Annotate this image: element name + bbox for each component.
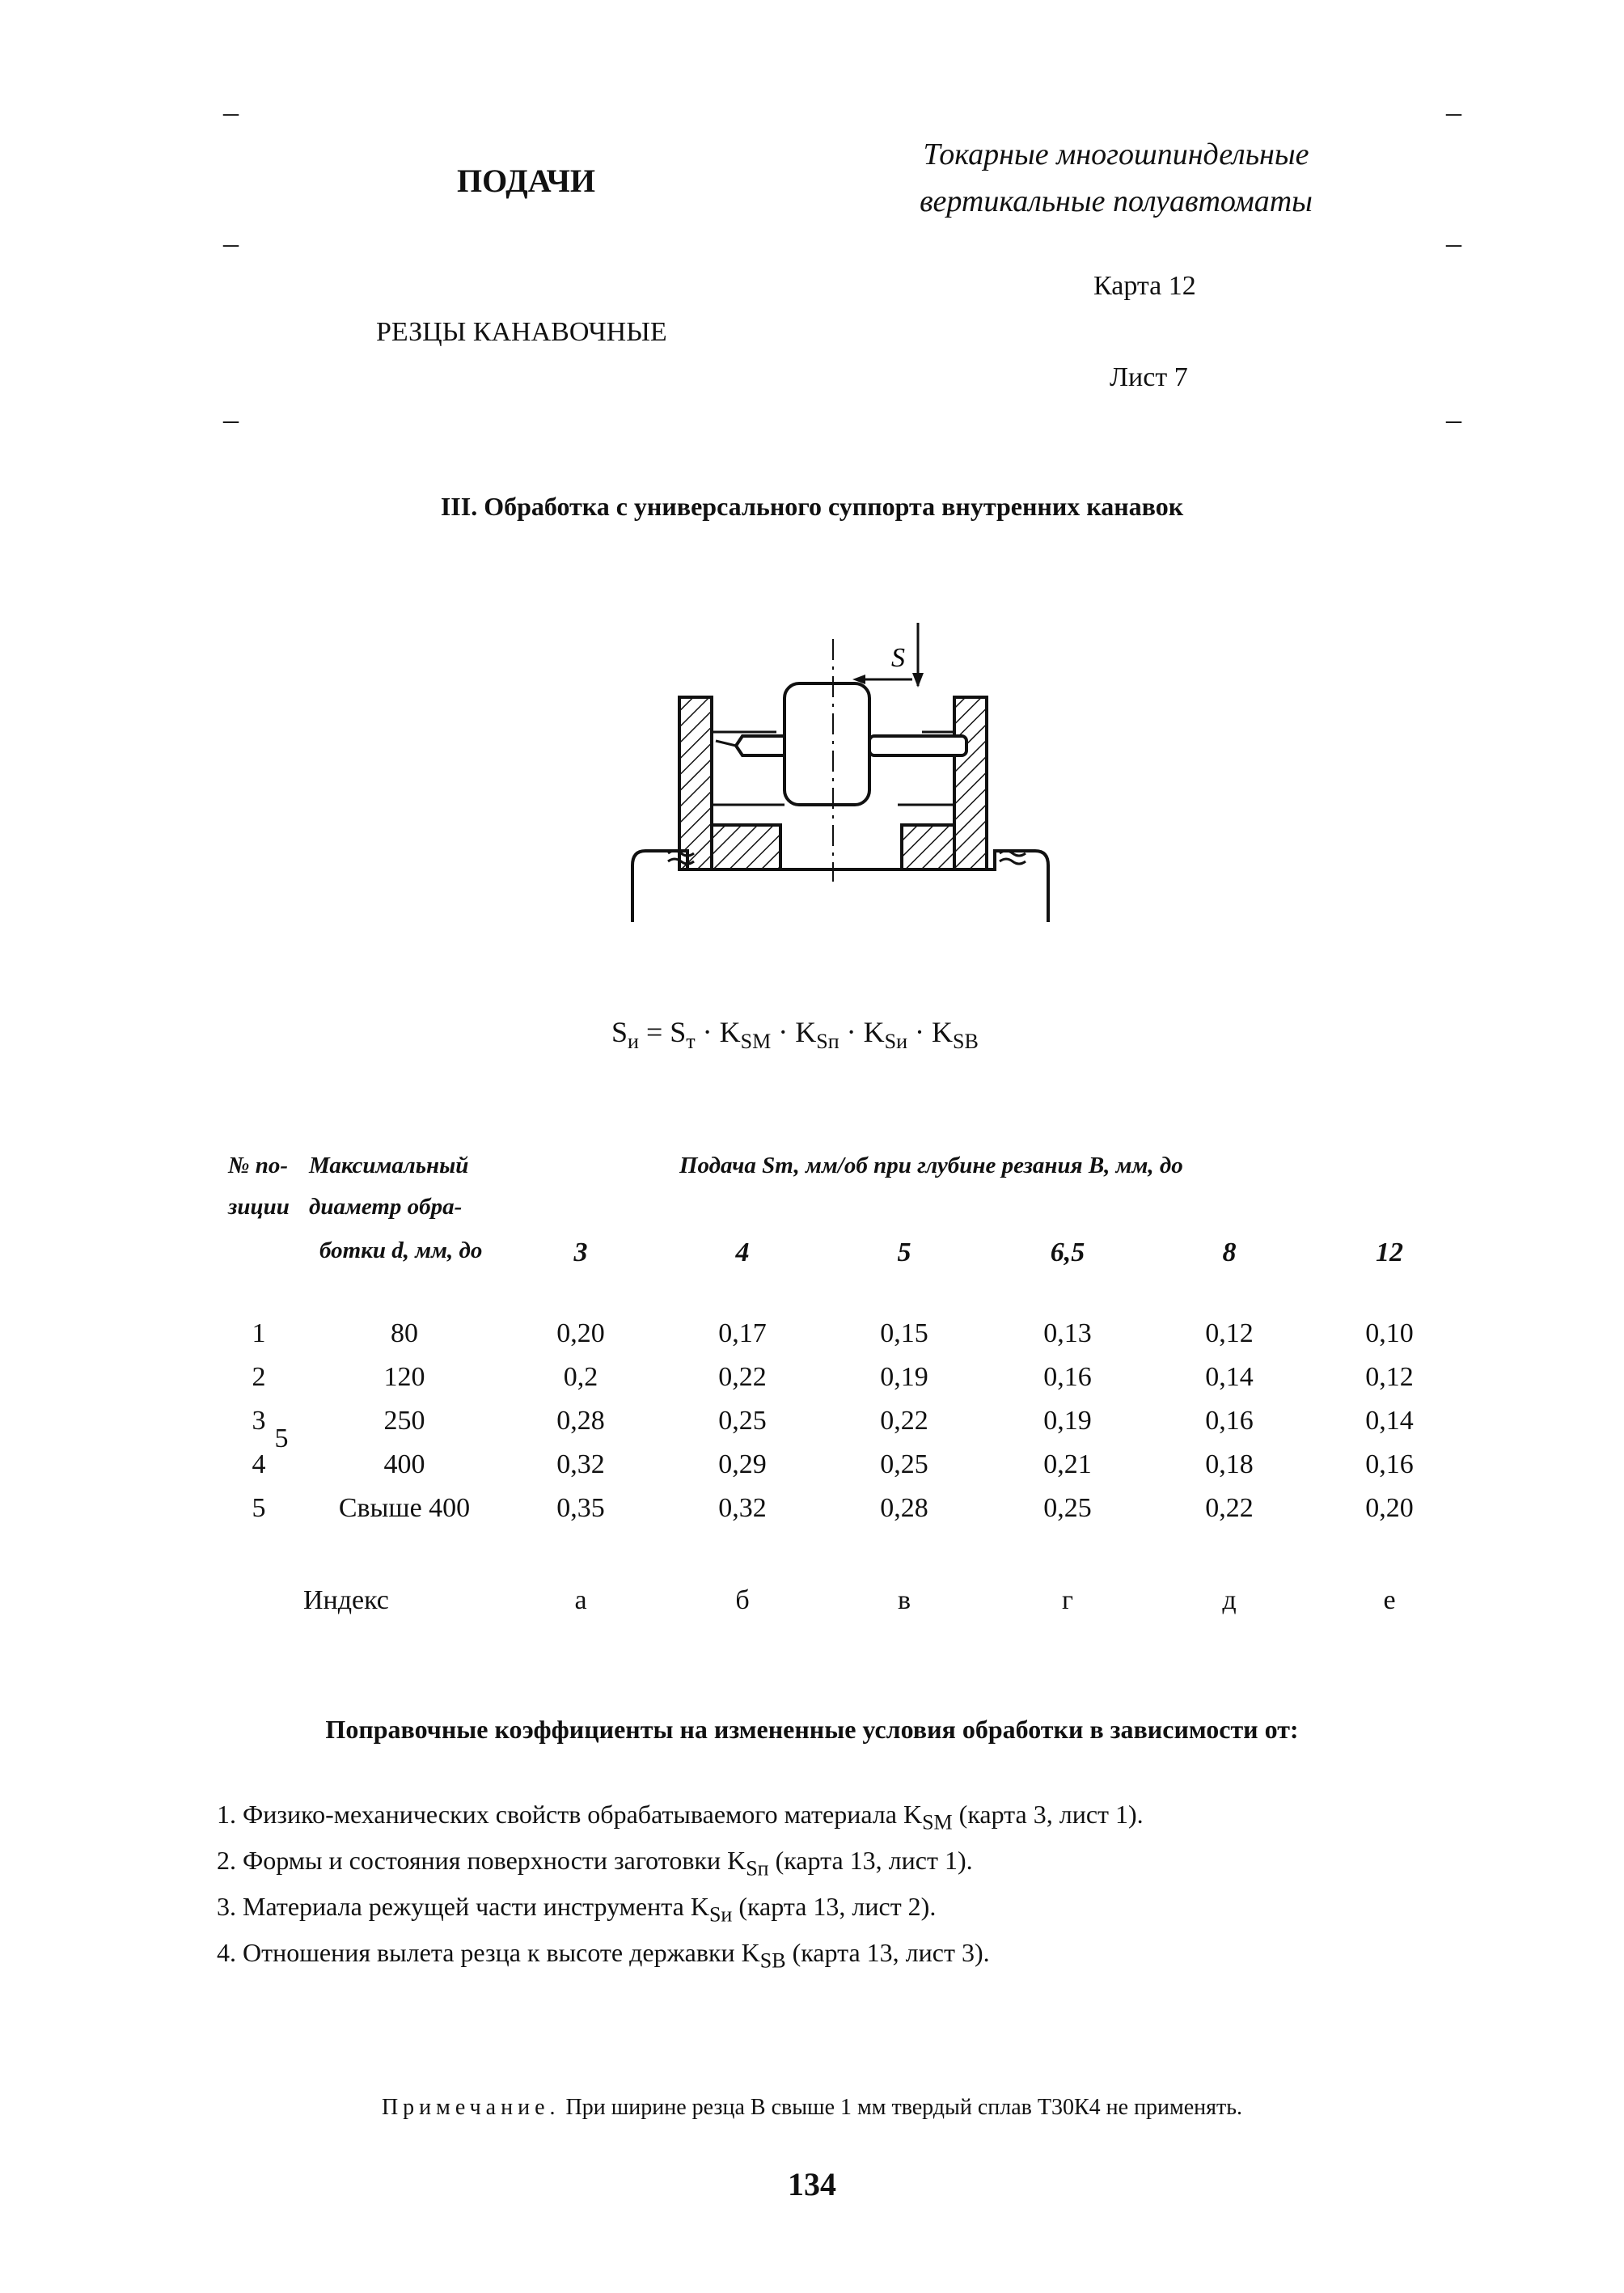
correction-ref: (карта 13, лист 2). <box>732 1892 937 1921</box>
depth-header-cell: 3 <box>573 1237 588 1267</box>
diameter-cell: 120 <box>383 1362 425 1392</box>
formula-term: K <box>719 1016 741 1048</box>
formula-sub: SM <box>740 1030 772 1054</box>
workpiece-wall-left <box>679 697 712 869</box>
formula-op: · <box>771 1016 796 1048</box>
feed-value-cell: 0,20 <box>556 1318 605 1348</box>
correction-text: 3. Материала режущей части инструмента <box>217 1892 691 1921</box>
feed-value-cell: 0,22 <box>1205 1493 1254 1523</box>
feed-value-cell: 0,35 <box>556 1493 605 1523</box>
formula-op: · <box>695 1016 720 1048</box>
note <box>0 2095 1624 2121</box>
depth-header-cell: 12 <box>1376 1237 1403 1267</box>
formula-sub: SВ <box>953 1030 979 1054</box>
correction-symbol: K <box>741 1938 760 1967</box>
corrections-title: Поправочные коэффициенты на измененные условия обработки в зависимости от: <box>325 1715 1299 1744</box>
formula-sub: и <box>628 1030 639 1054</box>
feed-value-cell: 0,32 <box>556 1449 605 1479</box>
feed-value-cell: 0,14 <box>1365 1406 1414 1436</box>
col-header-position: зиции <box>228 1194 290 1220</box>
feed-label: S <box>891 643 905 673</box>
diameter-cell: Свыше 400 <box>338 1493 471 1523</box>
correction-sub: SM <box>922 1810 953 1834</box>
correction-item <box>217 1846 973 1881</box>
diameter-cell: 250 <box>383 1406 425 1436</box>
groove-cutter <box>736 736 785 755</box>
grooving-diagram <box>623 623 1059 930</box>
feed-header: Подача Sт, мм/об при глубине резания B, мм, до <box>679 1153 1183 1178</box>
index-label: Индекс <box>303 1585 389 1615</box>
feed-value-cell: 0,16 <box>1043 1362 1092 1392</box>
correction-sub: Sп <box>746 1856 769 1881</box>
feed-value-cell: 0,25 <box>880 1449 928 1479</box>
workpiece-flange-left <box>712 825 780 869</box>
sheet-number: Лист 7 <box>1110 362 1188 392</box>
correction-ref: (карта 3, лист 1). <box>952 1800 1144 1829</box>
formula-sub: Sп <box>816 1030 839 1054</box>
tool-bar <box>869 736 966 755</box>
feed-value-cell: 0,12 <box>1205 1318 1254 1348</box>
diameter-cell: 400 <box>383 1449 425 1479</box>
feed-value-cell: 0,22 <box>718 1362 767 1392</box>
feed-value-cell: 0,12 <box>1365 1362 1414 1392</box>
formula-term: K <box>863 1016 885 1048</box>
col-header-diameter: Максимальный <box>309 1153 469 1178</box>
feed-value-cell: 0,18 <box>1205 1449 1254 1479</box>
map-number: Карта 12 <box>1093 271 1196 301</box>
feed-value-cell: 0,10 <box>1365 1318 1414 1348</box>
machine-type-line: вертикальные полуавтоматы <box>920 184 1313 218</box>
feed-value-cell: 0,16 <box>1205 1406 1254 1436</box>
margin-dash: – <box>1446 226 1461 260</box>
formula-term: S <box>611 1016 628 1048</box>
correction-item <box>217 1800 1144 1834</box>
position-cell: 1 <box>252 1318 266 1348</box>
correction-ref: (карта 13, лист 1). <box>768 1846 973 1875</box>
index-cell: б <box>735 1585 750 1615</box>
index-cell: е <box>1383 1585 1396 1615</box>
margin-dash: – <box>223 226 239 260</box>
correction-symbol: K <box>903 1800 923 1829</box>
correction-text: 4. Отношения вылета резца к высоте державки <box>217 1938 742 1967</box>
correction-ref: (карта 13, лист 3). <box>785 1938 990 1967</box>
margin-dash: – <box>1446 403 1461 437</box>
correction-item <box>217 1938 990 1973</box>
feed-value-cell: 0,32 <box>718 1493 767 1523</box>
position-cell: 4 <box>252 1449 266 1479</box>
col-header-diameter: ботки d, мм, до <box>319 1237 483 1263</box>
feed-value-cell: 0,20 <box>1365 1493 1414 1523</box>
feed-value-cell: 0,19 <box>880 1362 928 1392</box>
formula-op: = <box>638 1016 670 1048</box>
machine-type-line: Токарные многошпиндельные <box>923 137 1309 171</box>
formula-op: · <box>907 1016 932 1048</box>
formula-term: S <box>670 1016 687 1048</box>
feed-value-cell: 0,17 <box>718 1318 767 1348</box>
col-header-position: № по- <box>228 1153 289 1178</box>
index-cell: г <box>1062 1585 1073 1615</box>
correction-item <box>217 1892 936 1927</box>
note-text: При ширине резца B свыше 1 мм твердый сплав Т30К4 не применять. <box>560 2095 1243 2120</box>
feed-value-cell: 0,21 <box>1043 1449 1092 1479</box>
tool-holder <box>785 683 869 805</box>
index-cell: а <box>574 1585 587 1615</box>
feed-value-cell: 0,28 <box>880 1493 928 1523</box>
feed-value-cell: 0,14 <box>1205 1362 1254 1392</box>
workpiece-flange-right <box>902 825 954 869</box>
margin-dash: – <box>223 403 239 437</box>
feed-formula <box>611 1015 979 1054</box>
subject-heading: РЕЗЦЫ КАНАВОЧНЫЕ <box>376 317 667 347</box>
feed-value-cell: 0,19 <box>1043 1406 1092 1436</box>
depth-header-cell: 4 <box>735 1237 750 1267</box>
feed-value-cell: 0,28 <box>556 1406 605 1436</box>
workpiece-wall-right <box>954 697 987 869</box>
formula-term: K <box>795 1016 817 1048</box>
feed-value-cell: 0,22 <box>880 1406 928 1436</box>
feed-value-cell: 0,25 <box>1043 1493 1092 1523</box>
feed-value-cell: 0,2 <box>563 1362 598 1392</box>
formula-op: · <box>839 1016 864 1048</box>
diameter-cell: 80 <box>391 1318 418 1348</box>
depth-header-cell: 6,5 <box>1050 1237 1085 1267</box>
margin-dash: – <box>1446 95 1461 129</box>
correction-symbol: K <box>727 1846 746 1875</box>
depth-header-cell: 8 <box>1222 1237 1237 1267</box>
correction-text: 1. Физико-механических свойств обрабатываемого материала <box>217 1800 903 1829</box>
correction-symbol: K <box>690 1892 709 1921</box>
position-cell: 5 <box>252 1493 266 1523</box>
correction-sub: Sи <box>708 1902 733 1927</box>
formula-sub: т <box>686 1030 696 1054</box>
formula-term: K <box>932 1016 953 1048</box>
depth-header-cell: 5 <box>897 1237 911 1267</box>
feed-value-cell: 0,25 <box>718 1406 767 1436</box>
correction-text: 2. Формы и состояния поверхности заготовки <box>217 1846 728 1875</box>
section-heading: ПОДАЧИ <box>457 163 596 199</box>
feed-value-cell: 0,15 <box>880 1318 928 1348</box>
note-label: Примечание. <box>381 2095 560 2120</box>
index-cell: в <box>897 1585 911 1615</box>
clamp-spring <box>1000 851 1026 864</box>
feed-value-cell: 0,16 <box>1365 1449 1414 1479</box>
machine-type <box>873 131 1359 225</box>
feed-value-cell: 0,13 <box>1043 1318 1092 1348</box>
section-title: III. Обработка с универсального суппорта внутренних канавок <box>440 492 1184 521</box>
col-header-diameter: диаметр обра- <box>309 1194 463 1220</box>
margin-dash: – <box>223 95 239 129</box>
feed-value-cell: 0,29 <box>718 1449 767 1479</box>
index-cell: д <box>1222 1585 1237 1615</box>
margin-mark: 5 <box>274 1424 289 1453</box>
formula-sub: Sи <box>884 1030 907 1054</box>
position-cell: 3 <box>252 1406 266 1436</box>
page-number: 134 <box>788 2166 836 2202</box>
position-cell: 2 <box>252 1362 266 1392</box>
correction-sub: SВ <box>759 1948 786 1973</box>
